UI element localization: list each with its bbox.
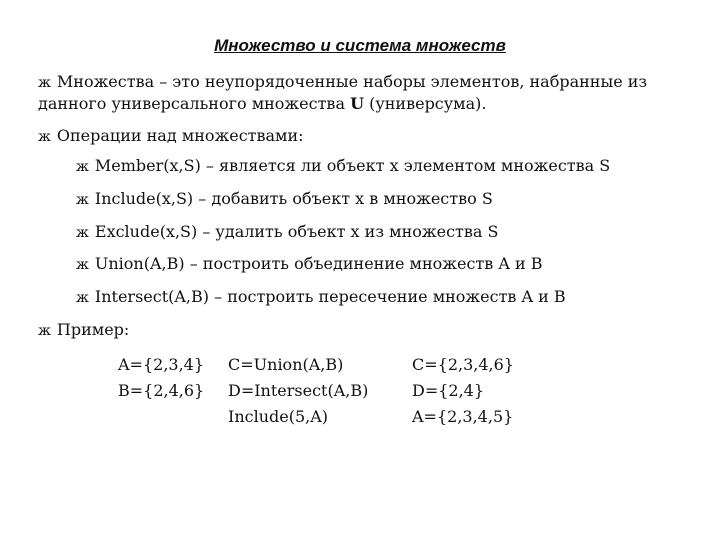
example-line: A={2,3,4,5} xyxy=(412,407,514,426)
example-column-operations xyxy=(228,352,368,430)
intro-line-1: ж Множества – это неупорядоченные наборы элементов, набранные из xyxy=(38,72,648,91)
example-column-results xyxy=(412,352,514,430)
example-line: Include(5,A) xyxy=(228,407,329,426)
bullet-icon: ж xyxy=(38,323,51,339)
operation-item-include: ж Include(x,S) – добавить объект x в множество S xyxy=(76,189,493,208)
operation-item-member: ж Member(x,S) – является ли объект x элементом множества S xyxy=(76,156,611,175)
operation-item-exclude: ж Exclude(x,S) – удалить объект x из множества S xyxy=(76,222,499,241)
bullet-icon: ж xyxy=(38,129,51,145)
bullet-icon: ж xyxy=(38,75,51,91)
bullet-icon: ж xyxy=(76,192,89,208)
example-line: C={2,3,4,6} xyxy=(412,355,514,374)
slide-title: Множество и система множеств xyxy=(214,36,506,55)
example-heading: ж Пример: xyxy=(38,320,130,339)
operation-item-union: ж Union(A,B) – построить объединение множеств A и B xyxy=(76,254,543,273)
operations-heading: ж Операции над множествами: xyxy=(38,126,304,145)
example-line: C=Union(A,B) xyxy=(228,355,344,374)
operation-item-intersect: ж Intersect(A,B) – построить пересечение множеств A и B xyxy=(76,287,566,306)
bullet-icon: ж xyxy=(76,257,89,273)
example-line: B={2,4,6} xyxy=(118,381,205,400)
example-line: D={2,4} xyxy=(412,381,485,400)
example-column-sets xyxy=(118,352,204,404)
intro-line-2: данного универсального множества U (универсума). xyxy=(38,94,487,113)
example-line: D=Intersect(A,B) xyxy=(228,381,369,400)
bullet-icon: ж xyxy=(76,290,89,306)
bullet-icon: ж xyxy=(76,159,89,175)
example-line: A={2,3,4} xyxy=(118,355,205,374)
bullet-icon: ж xyxy=(76,225,89,241)
